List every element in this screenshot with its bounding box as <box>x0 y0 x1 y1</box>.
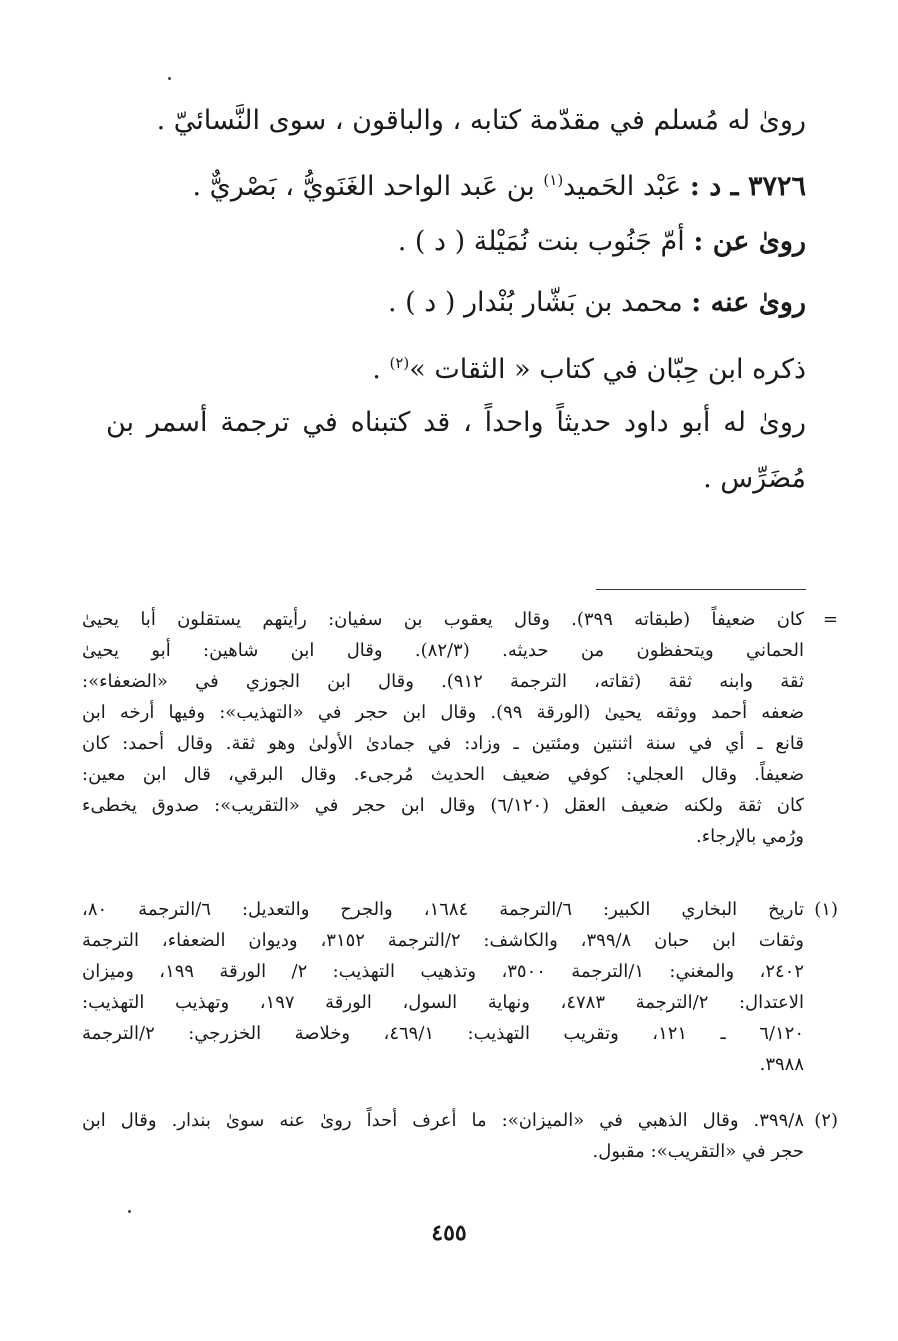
narrated-by-label: روىٰ عنه : <box>691 287 806 318</box>
page-number: ٤٥٥ <box>431 1220 467 1246</box>
narrator-name: عَبْد الحَميد <box>563 171 682 202</box>
narrated-by-line <box>96 283 806 323</box>
footnote-1-marker: (١) <box>814 899 838 920</box>
footnote-ref-1: (١) <box>543 171 564 189</box>
abu-dawud-sentence: روىٰ له أبو داود حديثاً واحداً ، قد كتبناه في ترجمة أسمر بن <box>106 407 806 438</box>
scan-speck <box>168 77 171 80</box>
fn-line: قانع ـ أي في سنة اثنتين ومئتين ـ وزاد: في جمادىٰ الأولىٰ وهو ثقة. وقال أحمد: كان <box>82 733 804 754</box>
entry-number: ٣٧٢٦ ـ د : <box>689 171 806 202</box>
narrated-from-label: روىٰ عن : <box>693 226 806 257</box>
footnote-1 <box>82 895 838 1095</box>
main-line-7 <box>96 459 806 499</box>
fn-line: ورُمي بالإرجاء. <box>696 826 804 847</box>
continuation-marker: = <box>822 609 838 630</box>
fn-line: تاريخ البخاري الكبير: ٦/الترجمة ١٦٨٤، والجرح والتعديل: ٦/الترجمة ٨٠، <box>82 899 804 920</box>
fn-line: الحماني ويتحفظون من حديثه. (٨٢/٣). وقال ابن شاهين: أبو يحيىٰ <box>82 640 804 661</box>
fn-line: الاعتدال: ٢/الترجمة ٤٧٨٣، ونهاية السول، الورقة ١٩٧، وتهذيب التهذيب: <box>82 992 804 1013</box>
fn-line: وثقات ابن حبان ٣٩٩/٨، والكاشف: ٢/الترجمة ٣١٥٢، وديوان الضعفاء، الترجمة <box>82 930 804 951</box>
main-line-1 <box>96 101 806 141</box>
fn-line: ٦/١٢٠ ـ ١٢١، وتقريب التهذيب: ٤٦٩/١، وخلاصة الخزرجي: ٢/الترجمة <box>82 1023 804 1044</box>
narrated-by-value: محمد بن بَشّار بُنْدار ( د ) . <box>387 287 683 318</box>
fn-line: ضعيفاً. وقال العجلي: كوفي ضعيف الحديث مُرجىء. وقال البرقي، قال ابن معين: <box>82 764 804 785</box>
fn-line: كان ثقة ولكنه ضعيف العقل (٦/١٢٠) وقال ابن حجر في «التقريب»: صدوق يخطىء <box>82 795 804 816</box>
riwaya-sentence: روىٰ له مُسلم في مقدّمة كتابه ، والباقون ، سوى النَّسائيّ . <box>156 105 806 136</box>
footnote-ref-2: (٢) <box>389 354 410 372</box>
fn-line: ثقة وابنه ثقة (ثقاته، الترجمة ٩١٢). وقال ابن الجوزي في «الضعفاء»: <box>82 671 804 692</box>
abu-dawud-sentence-end: مُضَرِّس . <box>703 463 806 494</box>
narrated-from-line <box>96 222 806 262</box>
fn-line: ضعفه أحمد ووثقه يحيىٰ (الورقة ٩٩). وقال ابن حجر في «التهذيب»: وفيها أرخه ابن <box>82 702 804 723</box>
footnote-divider <box>596 589 806 590</box>
fn-line: حجر في «التقريب»: مقبول. <box>592 1141 804 1162</box>
thiqat-line <box>96 343 806 390</box>
fn-line: كان ضعيفاً (طبقاته ٣٩٩). وقال يعقوب بن سفيان: رأيتهم يستقلون أبا يحيىٰ <box>82 609 804 630</box>
fn-line: ٣٩٩/٨. وقال الذهبي في «الميزان»: ما أعرف أحداً روىٰ عنه سوىٰ بندار. وقال ابن <box>82 1110 804 1131</box>
fn-line: ٣٩٨٨. <box>759 1054 804 1075</box>
main-line-6 <box>106 403 806 443</box>
footnote-2-marker: (٢) <box>814 1110 838 1131</box>
entry-heading-line <box>96 160 806 207</box>
thiqat-text: ذكره ابن حِبّان في كتاب « الثقات » <box>409 354 806 385</box>
narrated-from-value: أمّ جَنُوب بنت نُمَيْلة ( د ) . <box>397 226 685 257</box>
fn-line: ٢٤٠٢، والمغني: ١/الترجمة ٣٥٠٠، وتذهيب التهذيب: ٢/ الورقة ١٩٩، وميزان <box>82 961 804 982</box>
narrator-lineage: بن عَبد الواحد الغَنَويُّ ، بَصْريٌّ . <box>192 171 535 202</box>
footnote-2 <box>82 1106 838 1176</box>
scan-speck <box>128 1210 131 1213</box>
footnote-continuation <box>82 605 838 865</box>
thiqat-end: . <box>372 354 381 385</box>
